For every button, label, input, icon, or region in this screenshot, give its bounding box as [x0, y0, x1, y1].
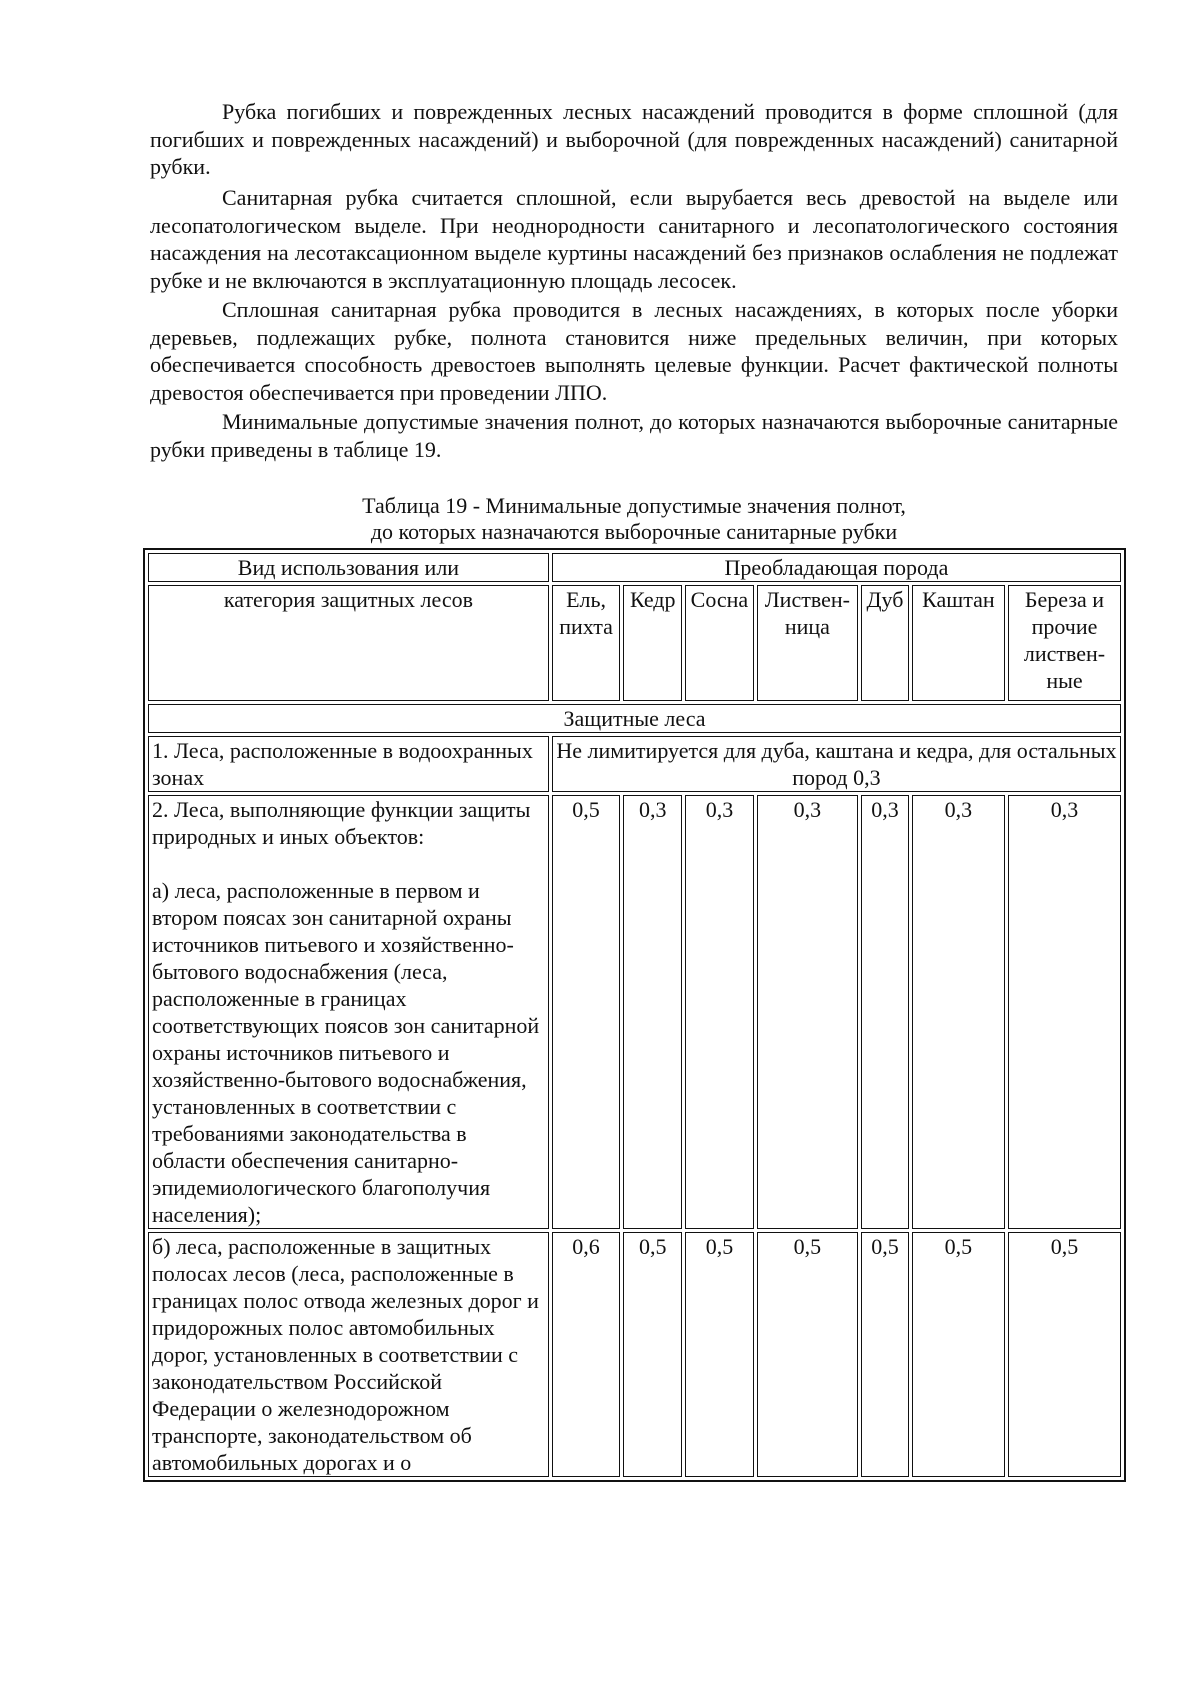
header-cedar: Кедр [623, 585, 682, 701]
row-1-note: Не лимитируется для дуба, каштана и кедра, для остальных пород 0,3 [552, 736, 1121, 792]
header-predominant-species: Преобладающая порода [552, 553, 1121, 582]
section-protective-forests: Защитные леса [148, 704, 1121, 733]
row-2-value-birch: 0,3 [1008, 795, 1121, 1229]
row-3-value-larch: 0,5 [757, 1232, 859, 1477]
row-3-value-chestnut: 0,5 [912, 1232, 1005, 1477]
row-3-label: б) леса, расположенные в защитных полосах лесов (леса, расположенные в границах полос отвода железных дорог и придорожных полос автомобильных дорог, установленных в соответствии с законодательством Российской Федерации о железнодорожном транспорте, законодательством об автомобильных дорогах и о [148, 1232, 549, 1477]
table-row-2 [148, 795, 1121, 1229]
row-2-value-pine: 0,3 [685, 795, 753, 1229]
row-2-label: 2. Леса, выполняющие функции защиты природных и иных объектов: [152, 797, 531, 849]
row-2-value-larch: 0,3 [757, 795, 859, 1229]
row-2-label-cell [148, 795, 549, 1229]
header-chestnut: Каштан [912, 585, 1005, 701]
row-3-value-birch: 0,5 [1008, 1232, 1121, 1477]
table-row-1 [148, 736, 1121, 792]
header-use-type: Вид использования или [148, 553, 549, 582]
row-3-value-cedar: 0,5 [623, 1232, 682, 1477]
table-caption [150, 493, 1118, 545]
paragraph-3: Сплошная санитарная рубка проводится в лесных насаждениях, в которых после уборки деревьев, подлежащих рубке, полнота становится ниже предельных величин, при которых обеспечивается способность древостоев выполнять целевые функции. Расчет фактической полноты древостоя обеспечивается при проведении ЛПО. [150, 297, 1118, 405]
row-2-value-oak: 0,3 [861, 795, 909, 1229]
table-row-3 [148, 1232, 1121, 1477]
paragraph-1: Рубка погибших и поврежденных лесных насаждений проводится в форме сплошной (для погибших и поврежденных насаждений) и выборочной (для поврежденных насаждений) санитарной рубки. [150, 99, 1118, 179]
table-caption-line-2: до которых назначаются выборочные санитарные рубки [370, 519, 898, 544]
header-row-2 [148, 585, 1121, 701]
row-3-value-oak: 0,5 [861, 1232, 909, 1477]
header-larch: Листвен-ница [757, 585, 859, 701]
paragraph-4: Минимальные допустимые значения полнот, до которых назначаются выборочные санитарные рубки приведены в таблице 19. [150, 409, 1118, 462]
section-row [148, 704, 1121, 733]
table-19 [143, 548, 1126, 1482]
paragraph-2: Санитарная рубка считается сплошной, если вырубается весь древостой на выделе или лесопатологическом выделе. При неоднородности санитарного и лесопатологического состояния насаждения на лесотаксационном выделе куртины насаждений без признаков ослабления не подлежат рубке и не включаются в эксплуатационную площадь лесосек. [150, 185, 1118, 293]
row-3-value-spruce: 0,6 [552, 1232, 620, 1477]
row-1-label: 1. Леса, расположенные в водоохранных зонах [148, 736, 549, 792]
header-forest-category: категория защитных лесов [148, 585, 549, 701]
header-birch-other: Береза и прочие листвен-ные [1008, 585, 1121, 701]
row-2-value-chestnut: 0,3 [912, 795, 1005, 1229]
row-2-value-cedar: 0,3 [623, 795, 682, 1229]
header-oak: Дуб [861, 585, 909, 701]
row-2-value-spruce: 0,5 [552, 795, 620, 1229]
row-3-value-pine: 0,5 [685, 1232, 753, 1477]
table-caption-line-1: Таблица 19 - Минимальные допустимые значения полнот, [362, 493, 906, 518]
header-pine: Сосна [685, 585, 753, 701]
header-spruce-fir: Ель, пихта [552, 585, 620, 701]
header-row-1 [148, 553, 1121, 582]
row-2-sublabel: а) леса, расположенные в первом и втором поясах зон санитарной охраны источников питьевого и хозяйственно-бытового водоснабжения (леса, расположенные в границах соответствующих поясов зон санитарной охраны источников питьевого и хозяйственно-бытового водоснабжения, установленных в соответствии с требованиями законодательства в области обеспечения санитарно-эпидемиологического благополучия населения); [152, 878, 540, 1227]
